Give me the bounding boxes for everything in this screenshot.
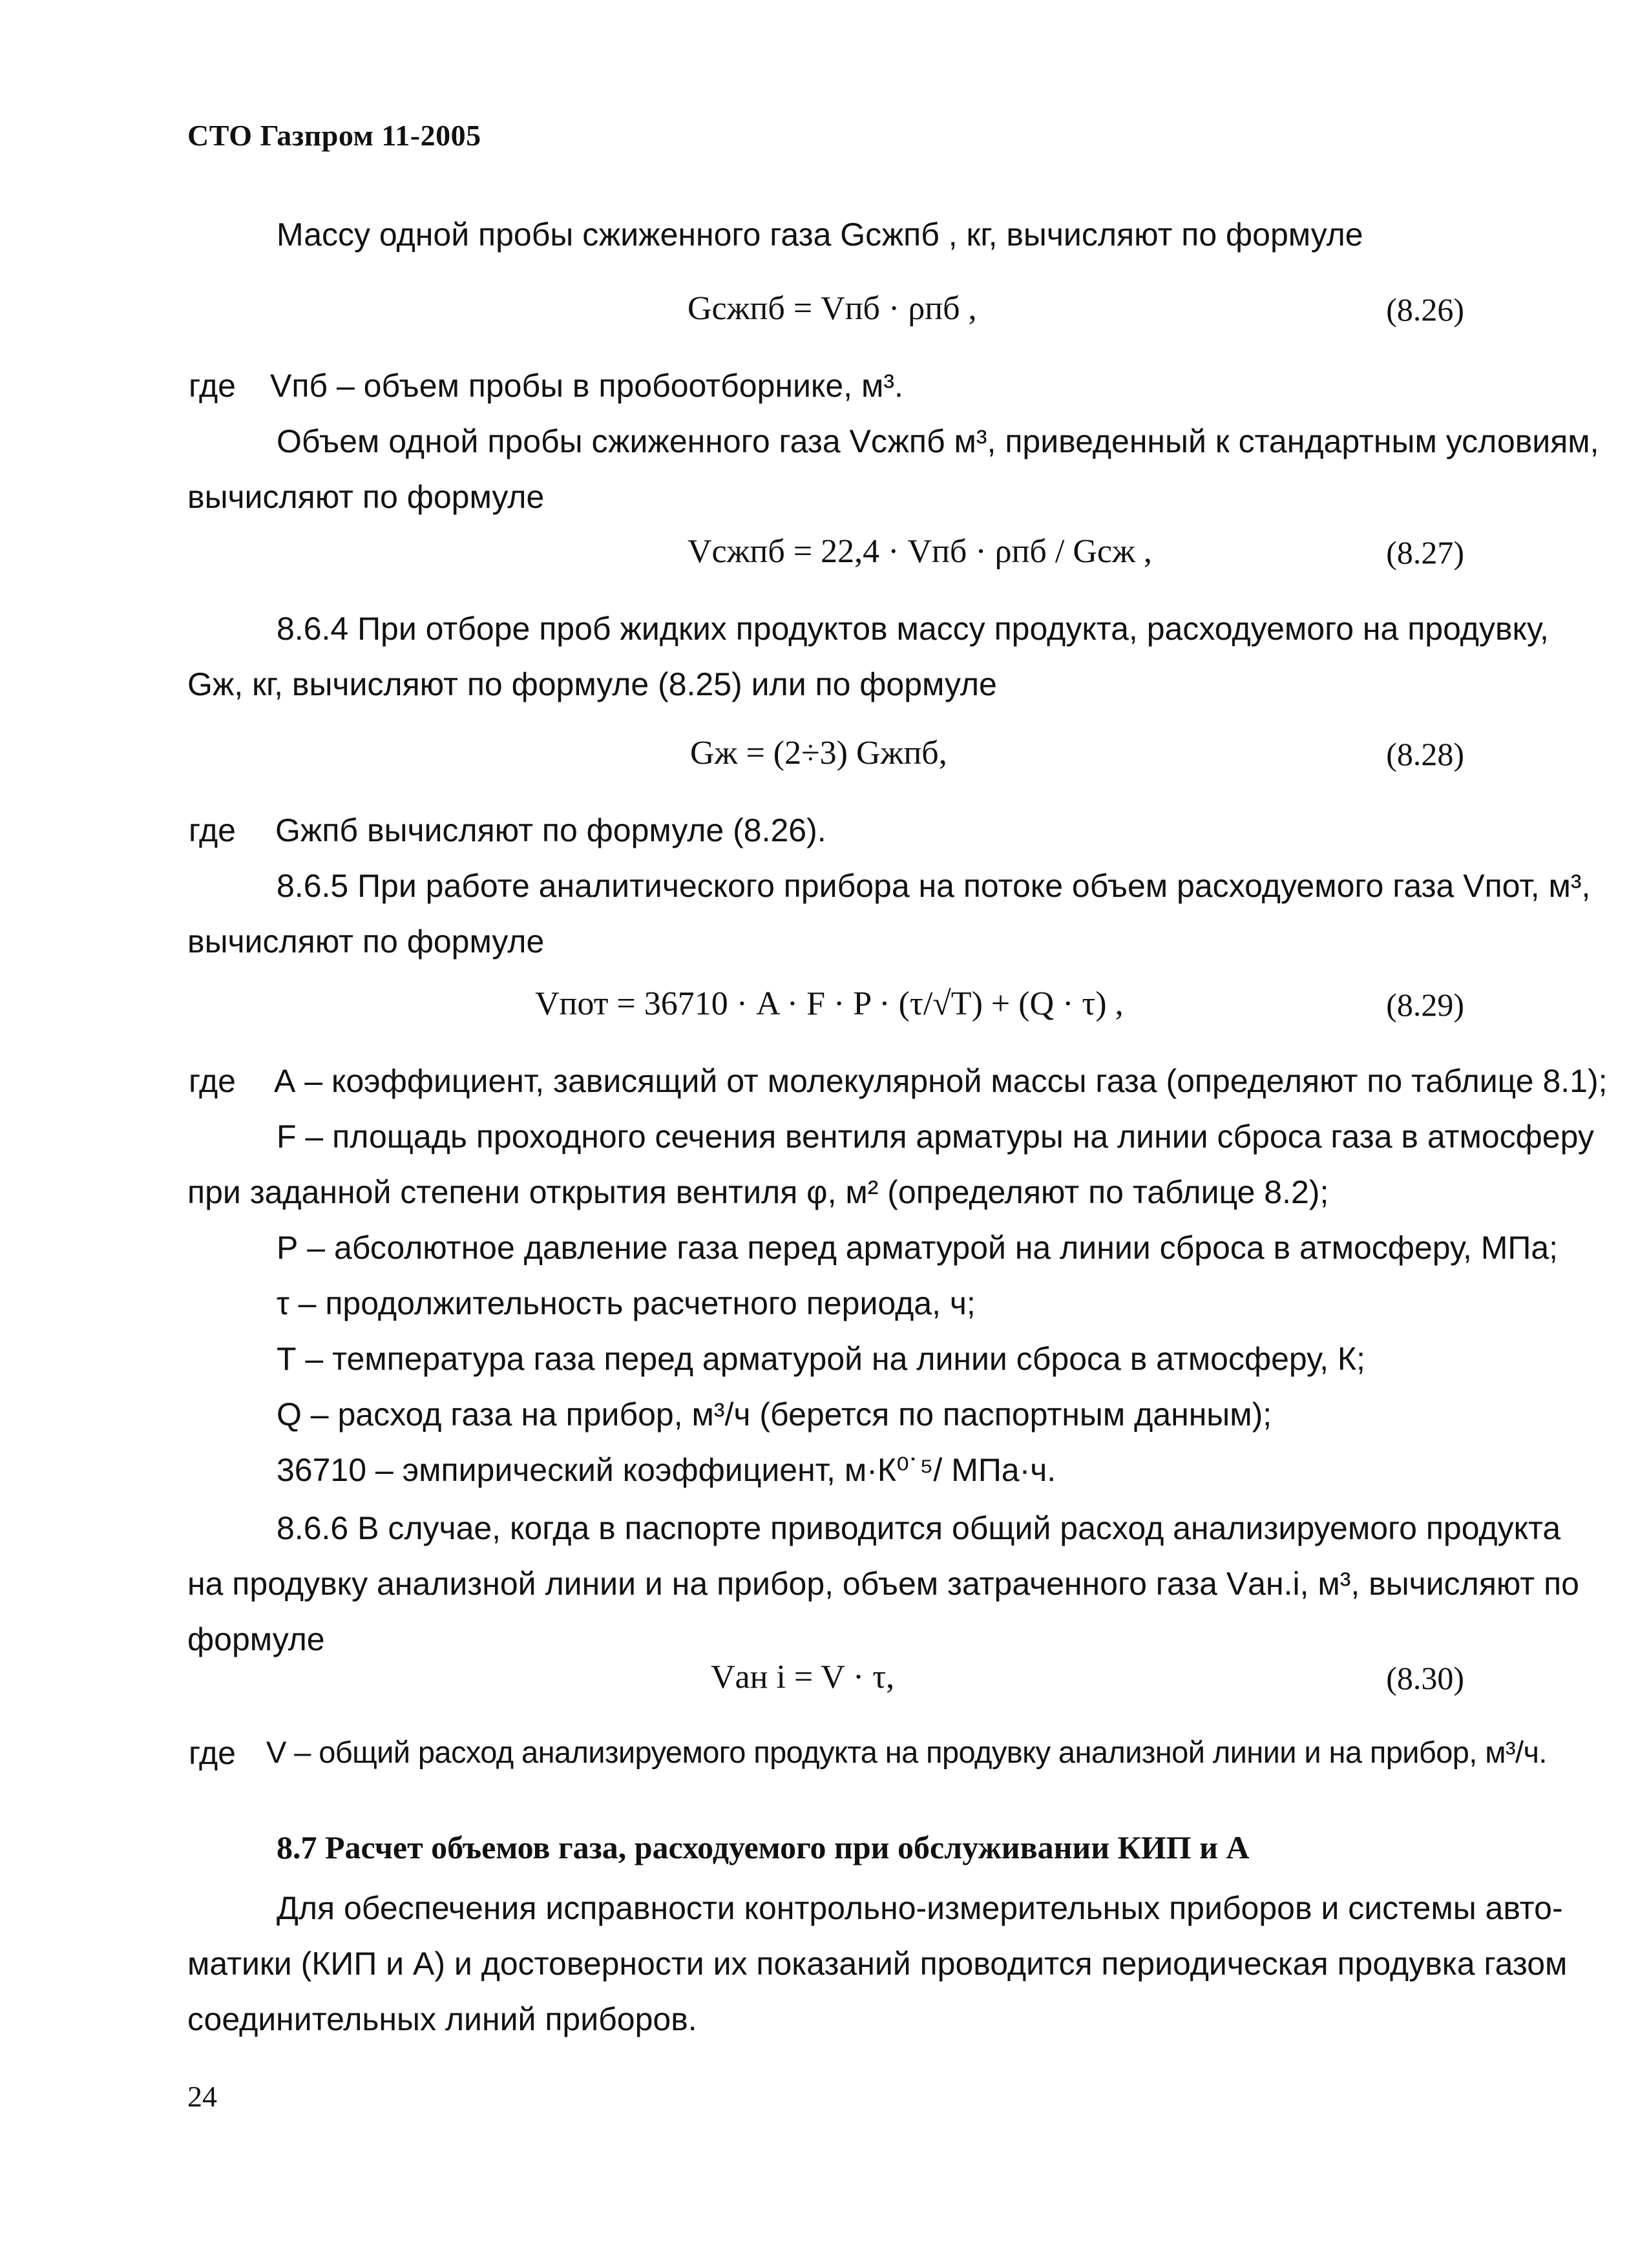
text-line: 8.6.5 При работе аналитического прибора на потоке объем расходуемого газа Vпот, м³, xyxy=(277,868,1591,904)
equation-number: (8.30) xyxy=(1386,1660,1464,1696)
equation-number: (8.27) xyxy=(1386,534,1464,571)
formula-8-29: Vпот = 36710 · A · F · P · (τ/√T) + (Q · τ) , xyxy=(535,985,1124,1022)
text-line: матики (КИП и А) и достоверности их показаний проводится периодическая продувка газом xyxy=(187,1946,1568,1982)
where-label: где xyxy=(189,1735,236,1771)
text-line: Для обеспечения исправности контрольно-измерительных приборов и системы авто- xyxy=(277,1890,1563,1926)
where-label: где xyxy=(189,812,236,848)
definition-text: 36710 – эмпирический коэффициент, м·К⁰˙⁵/ МПа·ч. xyxy=(277,1452,1056,1488)
document-header: СТО Газпром 11-2005 xyxy=(187,119,481,152)
text-line: 8.6.6 В случае, когда в паспорте приводится общий расход анализируемого продукта xyxy=(277,1510,1561,1546)
text-line: 8.6.4 При отборе проб жидких продуктов массу продукта, расходуемого на продувку, xyxy=(277,611,1549,647)
text-line: вычисляют по формуле xyxy=(187,479,545,515)
page-number: 24 xyxy=(187,2080,217,2113)
text-line: Объем одной пробы сжиженного газа Vсжпб м³, приведенный к стандартным условиям, xyxy=(277,423,1599,459)
definition-text: А – коэффициент, зависящий от молекулярной массы газа (определяют по таблице 8.1); xyxy=(274,1063,1608,1099)
definition-text: F – площадь проходного сечения вентиля арматуры на линии сброса газа в атмосферу xyxy=(277,1118,1594,1155)
where-label: где xyxy=(189,368,236,404)
definition-text: при заданной степени открытия вентиля φ, м² (определяют по таблице 8.2); xyxy=(187,1174,1329,1210)
definition-text: Q – расход газа на прибор, м³/ч (берется по паспортным данным); xyxy=(277,1396,1272,1433)
definition-text: Vпб – объем пробы в пробоотборнике, м³. xyxy=(270,368,903,404)
equation-number: (8.29) xyxy=(1386,987,1464,1023)
definition-text: Р – абсолютное давление газа перед арматурой на линии сброса в атмосферу, МПа; xyxy=(277,1230,1559,1266)
where-label: где xyxy=(189,1063,236,1099)
definition-text: V – общий расход анализируемого продукта на продувку анализной линии и на прибор, м³/ч. xyxy=(266,1735,1547,1769)
definition-text: τ – продолжительность расчетного периода, ч; xyxy=(277,1285,976,1321)
formula-8-27: Vсжпб = 22,4 · Vпб · ρпб / Gсж , xyxy=(688,533,1152,570)
equation-number: (8.28) xyxy=(1386,736,1464,772)
section-heading: 8.7 Расчет объемов газа, расходуемого при обслуживании КИП и А xyxy=(277,1829,1250,1865)
definition-text: Т – температура газа перед арматурой на линии сброса в атмосферу, К; xyxy=(277,1341,1365,1377)
text-line: на продувку анализной линии и на прибор, объем затраченного газа Vан.i, м³, вычисляют по xyxy=(187,1566,1579,1602)
formula-8-26: Gсжпб = Vпб · ρпб , xyxy=(688,290,977,327)
definition-text: Gжпб вычисляют по формуле (8.26). xyxy=(275,812,826,848)
text-line: Gж, кг, вычисляют по формуле (8.25) или по формуле xyxy=(187,666,997,702)
text-line: Массу одной пробы сжиженного газа Gсжпб , кг, вычисляют по формуле xyxy=(277,216,1363,253)
text-line: формуле xyxy=(187,1621,325,1657)
text-line: соединительных линий приборов. xyxy=(187,2001,697,2037)
equation-number: (8.26) xyxy=(1386,291,1464,328)
text-line: вычисляют по формуле xyxy=(187,923,545,960)
formula-8-30: Vан i = V · τ, xyxy=(711,1659,895,1696)
formula-8-28: Gж = (2÷3) Gжпб, xyxy=(690,735,947,772)
